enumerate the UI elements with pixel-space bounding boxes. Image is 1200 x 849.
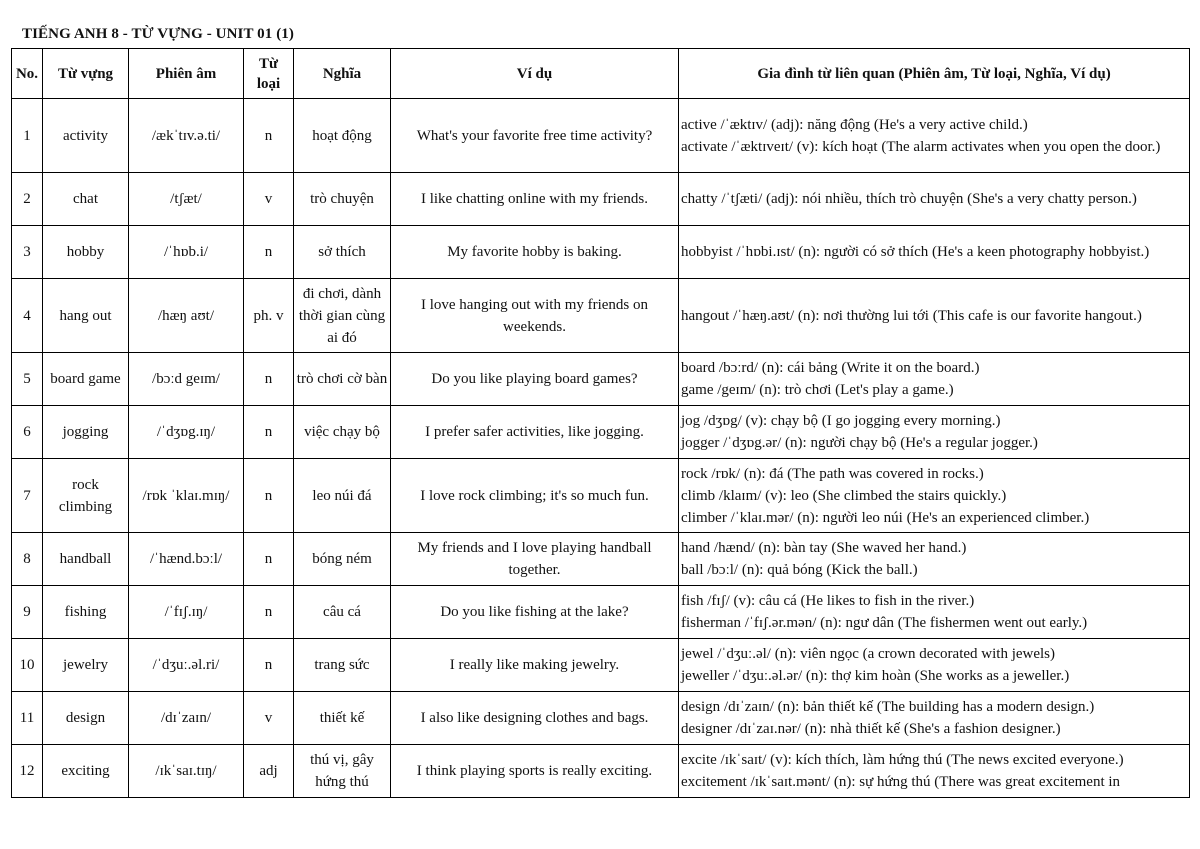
- header-meaning: Nghĩa: [294, 49, 391, 99]
- table-row: [12, 99, 1190, 173]
- cell-phonetic: /bɔːd geɪm/: [129, 353, 244, 406]
- cell-example: I love hanging out with my friends on weekends.: [391, 279, 679, 353]
- cell-type: n: [244, 533, 294, 586]
- word-family-entry: chatty /ˈtʃæti/ (adj): nói nhiều, thích trò chuyện (She's a very chatty person.): [681, 191, 1137, 207]
- cell-no: 5: [12, 353, 43, 406]
- table-row: [12, 406, 1190, 459]
- cell-no: 4: [12, 279, 43, 353]
- cell-no: 12: [12, 745, 43, 798]
- cell-no: 9: [12, 586, 43, 639]
- word-family-entry: design /dɪˈzaɪn/ (n): bản thiết kế (The building has a modern design.): [681, 699, 1095, 715]
- word-family-entry: jogger /ˈdʒɒg.ər/ (n): người chạy bộ (He's a regular jogger.): [681, 435, 1038, 451]
- header-family: Gia đình từ liên quan (Phiên âm, Từ loại, Nghĩa, Ví dụ): [679, 49, 1190, 99]
- cell-phonetic: /tʃæt/: [129, 173, 244, 226]
- cell-phonetic: /ˈfɪʃ.ɪŋ/: [129, 586, 244, 639]
- cell-word-family: [679, 353, 1190, 406]
- cell-word-family: [679, 692, 1190, 745]
- table-row: [12, 533, 1190, 586]
- cell-phonetic: /rɒk ˈklaɪ.mɪŋ/: [129, 459, 244, 533]
- cell-meaning: hoạt động: [294, 99, 391, 173]
- word-family-entry: climber /ˈklaɪ.mər/ (n): người leo núi (He's an experienced climber.): [681, 509, 1090, 526]
- cell-word: hobby: [43, 226, 129, 279]
- cell-no: 7: [12, 459, 43, 533]
- word-family-entry: jewel /ˈdʒuː.əl/ (n): viên ngọc (a crown decorated with jewels): [681, 646, 1056, 662]
- cell-word: chat: [43, 173, 129, 226]
- word-family-entry: fish /fɪʃ/ (v): câu cá (He likes to fish in the river.): [681, 593, 975, 609]
- cell-example: I also like designing clothes and bags.: [391, 692, 679, 745]
- word-family-entry: hand /hænd/ (n): bàn tay (She waved her hand.): [681, 540, 967, 556]
- cell-example: I like chatting online with my friends.: [391, 173, 679, 226]
- word-family-entry: excite /ɪkˈsaɪt/ (v): kích thích, làm hứng thú (The news excited everyone.): [681, 752, 1124, 768]
- cell-word-family: [679, 459, 1190, 533]
- table-row: [12, 692, 1190, 745]
- cell-example: I love rock climbing; it's so much fun.: [391, 459, 679, 533]
- cell-no: 11: [12, 692, 43, 745]
- cell-meaning: leo núi đá: [294, 459, 391, 533]
- table-row: [12, 586, 1190, 639]
- header-row: [12, 49, 1190, 99]
- cell-phonetic: /ˈhænd.bɔːl/: [129, 533, 244, 586]
- cell-phonetic: /hæŋ aʊt/: [129, 279, 244, 353]
- cell-word: fishing: [43, 586, 129, 639]
- cell-word: design: [43, 692, 129, 745]
- table-row: [12, 639, 1190, 692]
- cell-type: v: [244, 692, 294, 745]
- cell-type: n: [244, 639, 294, 692]
- cell-word: exciting: [43, 745, 129, 798]
- cell-example: Do you like fishing at the lake?: [391, 586, 679, 639]
- cell-word-family: [679, 99, 1190, 173]
- cell-example: Do you like playing board games?: [391, 353, 679, 406]
- cell-word-family: [679, 586, 1190, 639]
- word-family-entry: climb /klaɪm/ (v): leo (She climbed the stairs quickly.): [681, 487, 1007, 504]
- word-family-entry: active /ˈæktɪv/ (adj): năng động (He's a very active child.): [681, 116, 1028, 133]
- word-family-entry: jeweller /ˈdʒuː.əl.ər/ (n): thợ kim hoàn (She works as a jeweller.): [681, 668, 1070, 684]
- cell-phonetic: /ˈhɒb.i/: [129, 226, 244, 279]
- cell-word-family: [679, 226, 1190, 279]
- cell-example: What's your favorite free time activity?: [391, 99, 679, 173]
- cell-word-family: [679, 279, 1190, 353]
- word-family-entry: hobbyist /ˈhɒbi.ɪst/ (n): người có sở thích (He's a keen photography hobbyist.): [681, 244, 1150, 260]
- cell-type: ph. v: [244, 279, 294, 353]
- cell-word: activity: [43, 99, 129, 173]
- cell-type: n: [244, 226, 294, 279]
- cell-example: I prefer safer activities, like jogging.: [391, 406, 679, 459]
- word-family-entry: hangout /ˈhæŋ.aʊt/ (n): nơi thường lui tới (This cafe is our favorite hangout.): [681, 307, 1142, 324]
- cell-type: n: [244, 459, 294, 533]
- cell-word: jewelry: [43, 639, 129, 692]
- cell-meaning: sở thích: [294, 226, 391, 279]
- cell-word: rock climbing: [43, 459, 129, 533]
- cell-word: handball: [43, 533, 129, 586]
- cell-no: 2: [12, 173, 43, 226]
- cell-phonetic: /ækˈtɪv.ə.ti/: [129, 99, 244, 173]
- header-type: Từ loại: [244, 49, 294, 99]
- cell-type: n: [244, 353, 294, 406]
- cell-meaning: đi chơi, dành thời gian cùng ai đó: [294, 279, 391, 353]
- word-family-entry: fisherman /ˈfɪʃ.ər.mən/ (n): ngư dân (The fishermen went out early.): [681, 615, 1088, 631]
- word-family-entry: ball /bɔːl/ (n): quả bóng (Kick the ball.): [681, 562, 918, 578]
- cell-no: 1: [12, 99, 43, 173]
- cell-no: 3: [12, 226, 43, 279]
- cell-meaning: thiết kế: [294, 692, 391, 745]
- cell-example: I really like making jewelry.: [391, 639, 679, 692]
- cell-example: My friends and I love playing handball together.: [391, 533, 679, 586]
- cell-type: n: [244, 406, 294, 459]
- word-family-entry: activate /ˈæktɪveɪt/ (v): kích hoạt (The alarm activates when you open the door.): [681, 138, 1161, 155]
- cell-meaning: trò chơi cờ bàn: [294, 353, 391, 406]
- cell-no: 10: [12, 639, 43, 692]
- table-row: [12, 173, 1190, 226]
- cell-meaning: bóng ném: [294, 533, 391, 586]
- word-family-entry: rock /rɒk/ (n): đá (The path was covered in rocks.): [681, 465, 984, 482]
- cell-meaning: trang sức: [294, 639, 391, 692]
- cell-type: n: [244, 586, 294, 639]
- cell-type: adj: [244, 745, 294, 798]
- vocabulary-table: [11, 48, 1190, 798]
- cell-no: 8: [12, 533, 43, 586]
- cell-phonetic: /ɪkˈsaɪ.tɪŋ/: [129, 745, 244, 798]
- cell-word: hang out: [43, 279, 129, 353]
- table-row: [12, 745, 1190, 798]
- cell-word-family: [679, 639, 1190, 692]
- cell-example: I think playing sports is really exciting.: [391, 745, 679, 798]
- cell-no: 6: [12, 406, 43, 459]
- cell-word-family: [679, 406, 1190, 459]
- cell-phonetic: /dɪˈzaɪn/: [129, 692, 244, 745]
- cell-word: jogging: [43, 406, 129, 459]
- cell-phonetic: /ˈdʒuː.əl.ri/: [129, 639, 244, 692]
- cell-phonetic: /ˈdʒɒg.ɪŋ/: [129, 406, 244, 459]
- cell-word-family: [679, 533, 1190, 586]
- cell-type: n: [244, 99, 294, 173]
- word-family-entry: game /geɪm/ (n): trò chơi (Let's play a game.): [681, 382, 954, 398]
- word-family-entry: designer /dɪˈzaɪ.nər/ (n): nhà thiết kế (She's a fashion designer.): [681, 721, 1061, 737]
- header-no: No.: [12, 49, 43, 99]
- word-family-entry: excitement /ɪkˈsaɪt.mənt/ (n): sự hứng thú (There was great excitement in: [681, 774, 1121, 790]
- header-phonetic: Phiên âm: [129, 49, 244, 99]
- document-title: TIẾNG ANH 8 - TỪ VỰNG - UNIT 01 (1): [22, 26, 294, 42]
- cell-word-family: [679, 745, 1190, 798]
- cell-example: My favorite hobby is baking.: [391, 226, 679, 279]
- table-row: [12, 353, 1190, 406]
- word-family-entry: board /bɔːrd/ (n): cái bảng (Write it on the board.): [681, 360, 980, 376]
- cell-meaning: câu cá: [294, 586, 391, 639]
- table-row: [12, 279, 1190, 353]
- cell-word: board game: [43, 353, 129, 406]
- cell-meaning: thú vị, gây hứng thú: [294, 745, 391, 798]
- header-word: Từ vựng: [43, 49, 129, 99]
- cell-meaning: trò chuyện: [294, 173, 391, 226]
- word-family-entry: jog /dʒɒg/ (v): chạy bộ (I go jogging every morning.): [681, 413, 1001, 429]
- cell-meaning: việc chạy bộ: [294, 406, 391, 459]
- cell-type: v: [244, 173, 294, 226]
- header-example: Ví dụ: [391, 49, 679, 99]
- table-row: [12, 226, 1190, 279]
- cell-word-family: [679, 173, 1190, 226]
- table-row: [12, 459, 1190, 533]
